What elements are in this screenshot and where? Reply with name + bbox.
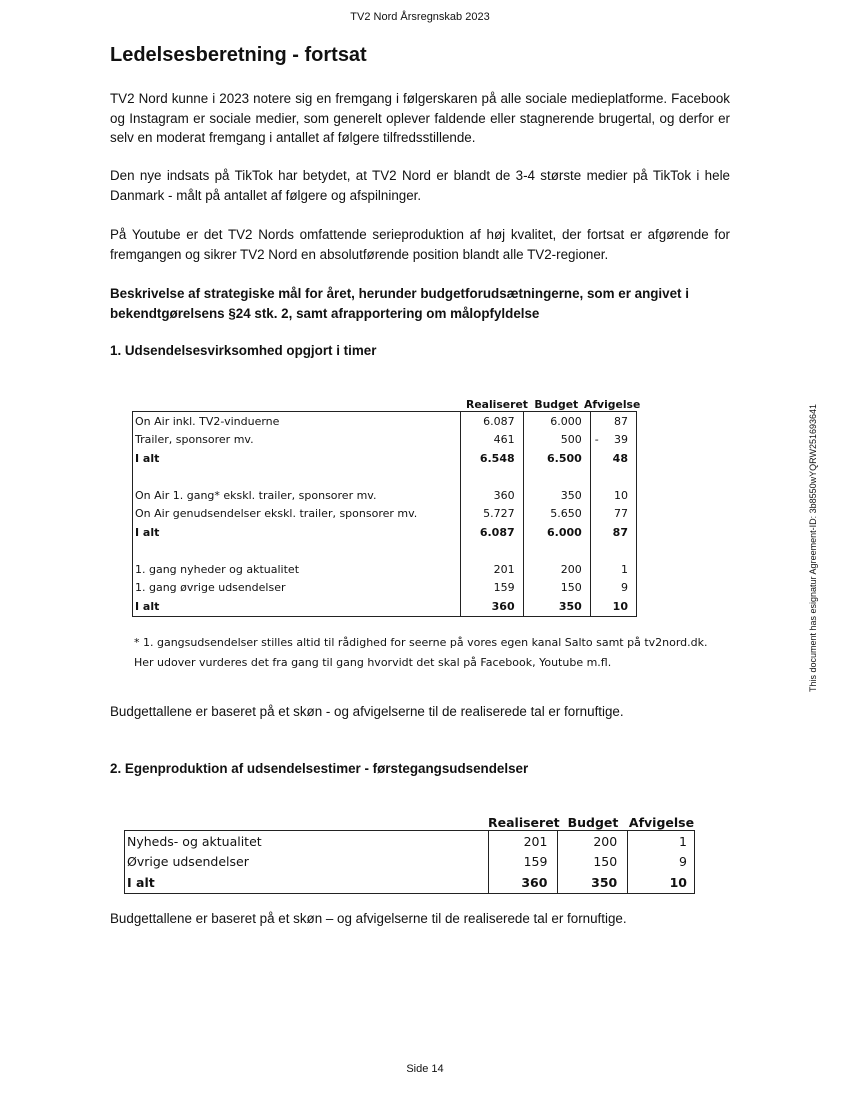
table-row-total: I alt 360 350 10 [125,872,694,893]
page-header: TV2 Nord Årsregnskab 2023 [350,11,490,23]
paragraph-youtube: På Youtube er det TV2 Nords omfattende serieproduktion af høj kvalitet, der fortsat er afgørende for fremgangen og sikrer TV2 Nord en absolutførende position blandt alle TV2-regioner. [110,227,730,262]
column-header-budget: Budget [534,398,579,411]
table-row: 1. gang nyheder og aktualitet 201 200 1 [133,560,636,579]
section-2-heading: 2. Egenproduktion af udsendelsestimer - førstegangsudsendelser [110,761,529,776]
footnote-line-1: * 1. gangsudsendelser stilles altid til rådighed for seerne på vores egen kanal Salto samt på tv2nord.dk. [134,636,708,649]
table-row: On Air 1. gang* ekskl. trailer, sponsorer mv. 360 350 10 [133,486,636,505]
section-1-note: Budgettallene er baseret på et skøn - og afvigelserne til de realiserede tal er fornuftige. [110,704,624,719]
table-row: On Air genudsendelser ekskl. trailer, sponsorer mv. 5.727 5.650 77 [133,505,636,524]
table-row-total: I alt 6.548 6.500 48 [133,449,636,468]
table-spacer [133,542,636,561]
paragraph-tiktok: Den nye indsats på TikTok har betydet, at TV2 Nord er blandt de 3-4 største medier på TikTok i hele Danmark - målt på antallet af følgere og afspilninger. [110,168,730,203]
table-row: On Air inkl. TV2-vinduerne 6.087 6.000 87 [133,412,636,431]
page-title: Ledelsesberetning - fortsat [110,44,367,66]
table-row: Trailer, sponsorer mv. 461 500 - 39 [133,431,636,450]
broadcast-hours-table [132,393,641,617]
table-body [132,411,637,617]
column-header-realised: Realiseret [466,398,528,411]
strategic-goals-heading: Beskrivelse af strategiske mål for året, herunder budgetforudsætningerne, som er angivet i bekendtgørelsens §24 stk. 2, samt afrapportering om målopfyldelse [110,286,689,321]
column-header-realised: Realiseret [488,815,560,830]
column-header-deviation: Afvigelse [628,815,695,830]
table-header-row [124,811,695,831]
table-spacer [133,468,636,487]
table-row: Øvrige udsendelser 159 150 9 [125,852,694,873]
section-1-heading: 1. Udsendelsesvirksomhed opgjort i timer [110,343,377,358]
column-header-budget: Budget [567,815,619,830]
page-number: Side 14 [406,1063,444,1075]
section-2-note: Budgettallene er baseret på et skøn – og afvigelserne til de realiserede tal er fornuftige. [110,911,627,926]
table-header-row [132,393,641,411]
signature-agreement-note: This document has esignatur Agreement-ID: 3b8550wYQRW251693641 [808,403,818,693]
table-row: Nyheds- og aktualitet 201 200 1 [125,831,694,852]
table-row: 1. gang øvrige udsendelser 159 150 9 [133,579,636,598]
paragraph-social-media: TV2 Nord kunne i 2023 notere sig en fremgang i følgerskaren på alle sociale medieplatforme. Facebook og Instagram er sociale medier, som generelt oplever faldende eller stagnerende brugertal, og derfor er selv en moderat fremgang i antallet af følgere tilfredsstillende. [110,91,730,145]
minus-sign: - [594,433,599,447]
table-row-total: I alt 6.087 6.000 87 [133,523,636,542]
own-production-table [124,811,695,894]
column-header-deviation: Afvigelse [584,398,641,411]
table-body [124,831,695,894]
table-row-total: I alt 360 350 10 [133,597,636,616]
footnote-line-2: Her udover vurderes det fra gang til gang hvorvidt det skal på Facebook, Youtube m.fl. [134,656,612,669]
